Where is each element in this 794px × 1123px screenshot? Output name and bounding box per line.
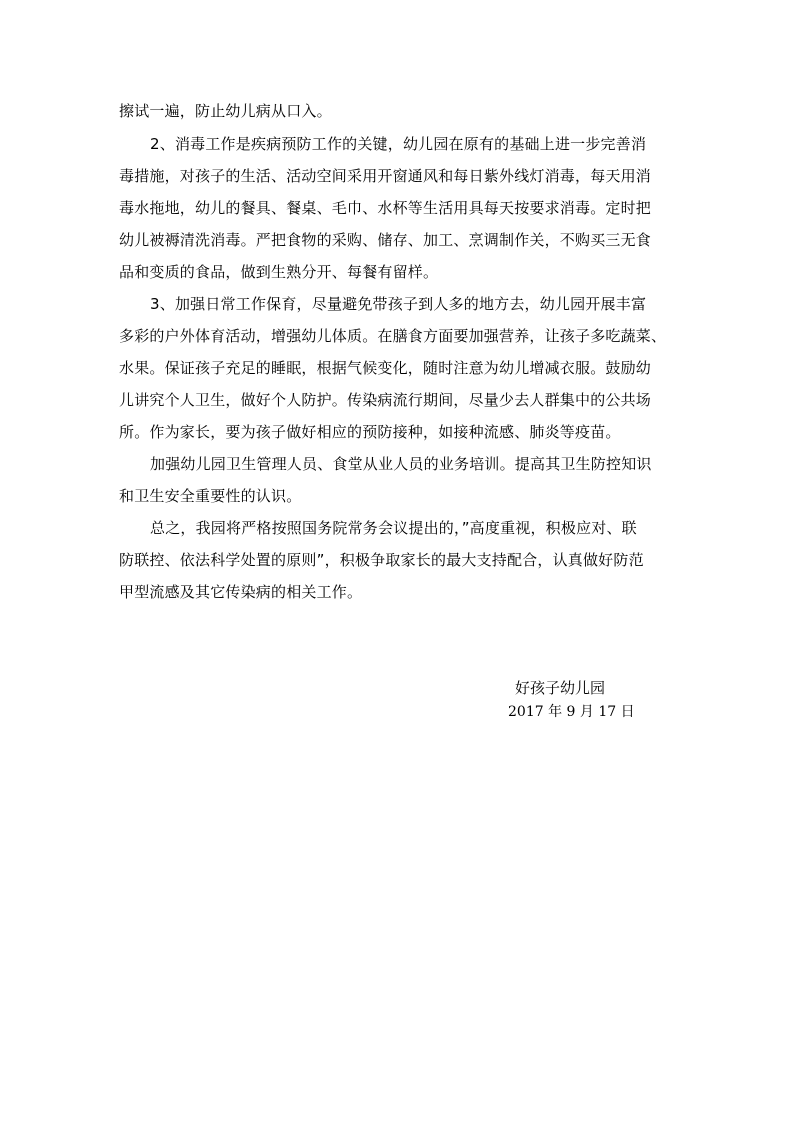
body-line: 2、消毒工作是疾病预防工作的关键，幼儿园在原有的基础上进一步完善消	[150, 135, 647, 153]
signature-organization: 好孩子幼儿园	[515, 679, 606, 697]
body-line: 和卫生安全重要性的认识。	[119, 487, 302, 505]
body-line: 毒措施，对孩子的生活、活动空间采用开窗通风和每日紫外线灯消毒，每天用消	[119, 167, 652, 185]
body-line: 品和变质的食品，做到生熟分开、每餐有留样。	[119, 263, 439, 281]
body-line: 儿讲究个人卫生，做好个人防护。传染病流行期间，尽量少去人群集中的公共场	[119, 391, 652, 409]
body-line: 总之，我园将严格按照国务院常务会议提出的，”高度重视，积极应对、联	[150, 519, 637, 537]
body-line: 幼儿被褥清洗消毒。严把食物的采购、储存、加工、烹调制作关，不购买三无食	[119, 231, 652, 249]
body-line: 甲型流感及其它传染病的相关工作。	[119, 583, 363, 601]
body-line: 毒水拖地，幼儿的餐具、餐桌、毛巾、水杯等生活用具每天按要求消毒。定时把	[119, 199, 652, 217]
body-line: 所。作为家长，要为孩子做好相应的预防接种，如接种流感、肺炎等疫苗。	[119, 423, 621, 441]
body-line: 擦试一遍，防止幼儿病从口入。	[119, 102, 332, 120]
body-line: 水果。保证孩子充足的睡眠，根据气候变化，随时注意为幼儿增减衣服。鼓励幼	[119, 359, 652, 377]
body-line: 3、加强日常工作保育，尽量避免带孩子到人多的地方去，幼儿园开展丰富	[150, 295, 647, 313]
signature-date: 2017 年 9 月 17 日	[508, 704, 635, 720]
body-line: 防联控、依法科学处置的原则”，积极争取家长的最大支持配合，认真做好防范	[119, 551, 644, 569]
body-line: 加强幼儿园卫生管理人员、食堂从业人员的业务培训。提高其卫生防控知识	[150, 455, 652, 473]
body-line: 多彩的户外体育活动，增强幼儿体质。在膳食方面要加强营养，让孩子多吃蔬菜、	[119, 327, 667, 345]
